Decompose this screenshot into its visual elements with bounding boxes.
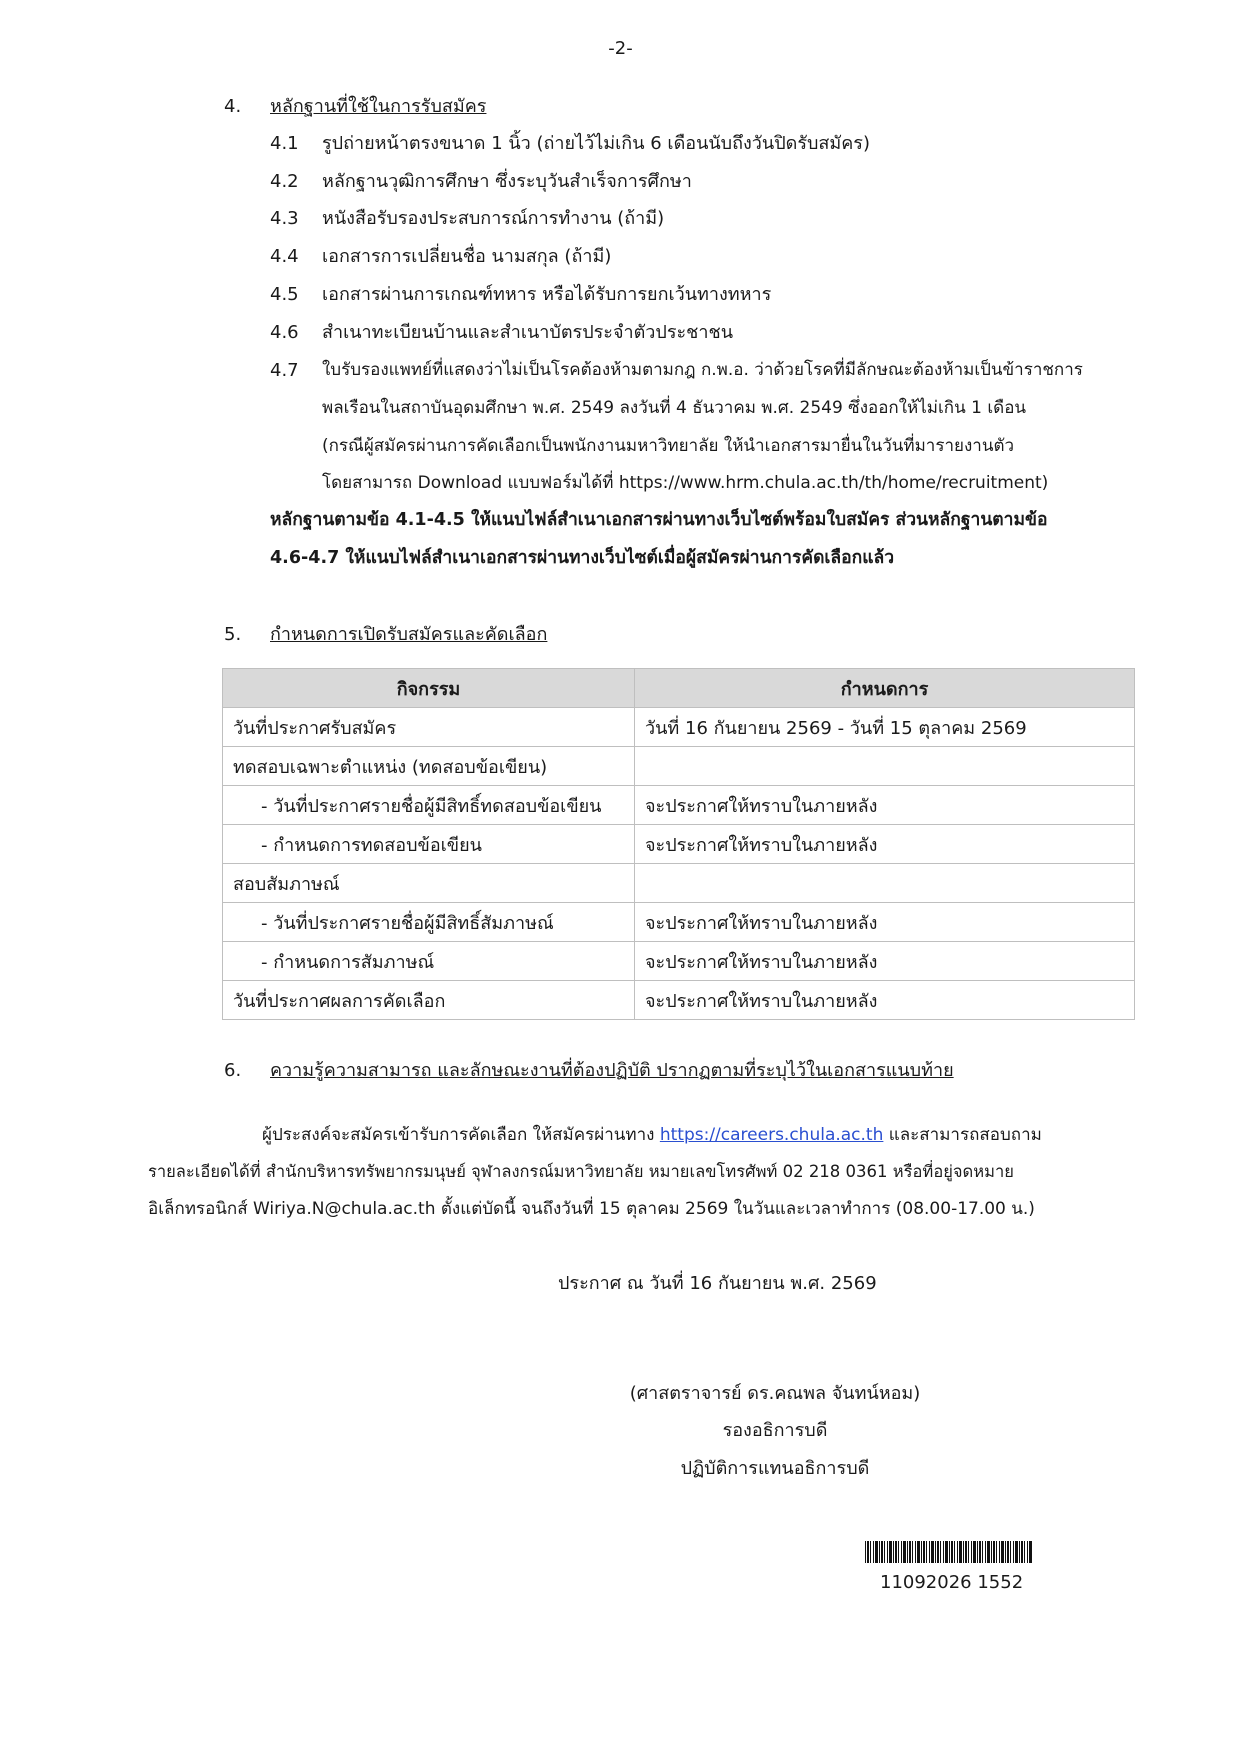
item-number: 4.5	[270, 284, 299, 305]
table-row	[223, 786, 1135, 825]
item-number: 4.2	[270, 171, 299, 192]
table-row	[223, 864, 1135, 903]
activity-cell: วันที่ประกาศรับสมัคร	[223, 708, 635, 747]
table-row	[223, 903, 1135, 942]
contact-paragraph-line	[262, 1125, 1042, 1145]
item-text: สำเนาทะเบียนบ้านและสำเนาบัตรประจำตัวประชาชน	[322, 322, 734, 343]
item-continuation: (กรณีผู้สมัครผ่านการคัดเลือกเป็นพนักงานมหาวิทยาลัย ให้นำเอกสารมายื่นในวันที่มารายงานตัว	[322, 436, 1015, 456]
section4-number: 4.	[224, 96, 242, 117]
activity-cell: - กำหนดการสัมภาษณ์	[223, 942, 635, 981]
barcode-image	[865, 1541, 1033, 1563]
item-number: 4.6	[270, 322, 299, 343]
section4-title: หลักฐานที่ใช้ในการรับสมัคร	[270, 96, 487, 117]
schedule-cell: จะประกาศให้ทราบในภายหลัง	[635, 981, 1135, 1020]
evidence-note: 4.6-4.7 ให้แนบไฟล์สำเนาเอกสารผ่านทางเว็บไซต์เมื่อผู้สมัครผ่านการคัดเลือกแล้ว	[270, 548, 895, 568]
contact-paragraph-line: อิเล็กทรอนิกส์ Wiriya.N@chula.ac.th ตั้งแต่บัดนี้ จนถึงวันที่ 15 ตุลาคม 2569 ในวันและเวลาทำการ (08.00-17.00 น.)	[148, 1199, 1035, 1219]
activity-cell: วันที่ประกาศผลการคัดเลือก	[223, 981, 635, 1020]
schedule-cell: จะประกาศให้ทราบในภายหลัง	[635, 942, 1135, 981]
item-continuation: พลเรือนในสถาบันอุดมศึกษา พ.ศ. 2549 ลงวันที่ 4 ธันวาคม พ.ศ. 2549 ซึ่งออกให้ไม่เกิน 1 เดือน	[322, 398, 1027, 418]
schedule-cell: วันที่ 16 กันยายน 2569 - วันที่ 15 ตุลาคม 2569	[635, 708, 1135, 747]
signatory-name: (ศาสตราจารย์ ดร.คณพล จันทน์หอม)	[629, 1383, 921, 1404]
table-row	[223, 942, 1135, 981]
table-header-row	[223, 669, 1135, 708]
signatory-position: รองอธิการบดี	[722, 1420, 828, 1441]
item-number: 4.4	[270, 246, 299, 267]
activity-cell: ทดสอบเฉพาะตำแหน่ง (ทดสอบข้อเขียน)	[223, 747, 635, 786]
schedule-cell: จะประกาศให้ทราบในภายหลัง	[635, 786, 1135, 825]
table-row	[223, 825, 1135, 864]
activity-cell: - วันที่ประกาศรายชื่อผู้มีสิทธิ์ทดสอบข้อเขียน	[223, 786, 635, 825]
table-row	[223, 708, 1135, 747]
schedule-cell: จะประกาศให้ทราบในภายหลัง	[635, 903, 1135, 942]
item-number: 4.7	[270, 360, 299, 381]
table-row	[223, 981, 1135, 1020]
section5-title: กำหนดการเปิดรับสมัครและคัดเลือก	[270, 624, 548, 645]
column-header: กิจกรรม	[223, 669, 635, 708]
careers-link[interactable]: https://careers.chula.ac.th	[659, 1125, 884, 1145]
contact-paragraph-line: รายละเอียดได้ที่ สำนักบริหารทรัพยากรมนุษย์ จุฬาลงกรณ์มหาวิทยาลัย หมายเลขโทรศัพท์ 02 218 0361 หรือที่อยู่จดหมาย	[148, 1162, 1014, 1181]
schedule-table	[222, 668, 1135, 1020]
item-text: เอกสารการเปลี่ยนชื่อ นามสกุล (ถ้ามี)	[322, 246, 612, 267]
activity-cell: - วันที่ประกาศรายชื่อผู้มีสิทธิ์สัมภาษณ์	[223, 903, 635, 942]
schedule-cell: จะประกาศให้ทราบในภายหลัง	[635, 825, 1135, 864]
item-text: หลักฐานวุฒิการศึกษา ซึ่งระบุวันสำเร็จการศึกษา	[322, 171, 692, 192]
page-number: -2-	[608, 38, 633, 59]
section5-number: 5.	[224, 624, 242, 645]
item-number: 4.1	[270, 133, 299, 154]
item-text: เอกสารผ่านการเกณฑ์ทหาร หรือได้รับการยกเว้นทางทหาร	[322, 284, 772, 305]
announce-date: ประกาศ ณ วันที่ 16 กันยายน พ.ศ. 2569	[558, 1273, 877, 1294]
contact-text: และสามารถสอบถาม	[883, 1125, 1042, 1145]
schedule-cell	[635, 747, 1135, 786]
activity-cell: สอบสัมภาษณ์	[223, 864, 635, 903]
table-row	[223, 747, 1135, 786]
activity-cell: - กำหนดการทดสอบข้อเขียน	[223, 825, 635, 864]
item-text: รูปถ่ายหน้าตรงขนาด 1 นิ้ว (ถ่ายไว้ไม่เกิน 6 เดือนนับถึงวันปิดรับสมัคร)	[322, 133, 870, 154]
contact-text: ผู้ประสงค์จะสมัครเข้ารับการคัดเลือก ให้สมัครผ่านทาง	[262, 1125, 660, 1145]
section6-title: ความรู้ความสามารถ และลักษณะงานที่ต้องปฏิบัติ ปรากฏตามที่ระบุไว้ในเอกสารแนบท้าย	[270, 1060, 954, 1081]
column-header: กำหนดการ	[635, 669, 1135, 708]
item-text: หนังสือรับรองประสบการณ์การทำงาน (ถ้ามี)	[322, 208, 665, 229]
item-continuation: โดยสามารถ Download แบบฟอร์มได้ที่ https://www.hrm.chula.ac.th/th/home/recruitment)	[322, 473, 1049, 493]
schedule-cell	[635, 864, 1135, 903]
signatory-acting: ปฏิบัติการแทนอธิการบดี	[680, 1458, 870, 1479]
item-number: 4.3	[270, 208, 299, 229]
item-text: ใบรับรองแพทย์ที่แสดงว่าไม่เป็นโรคต้องห้ามตามกฎ ก.พ.อ. ว่าด้วยโรคที่มีลักษณะต้องห้ามเป็นข้าราชการ	[322, 360, 1083, 380]
barcode-number: 11092026 1552	[880, 1572, 1024, 1593]
section6-number: 6.	[224, 1060, 242, 1081]
evidence-note: หลักฐานตามข้อ 4.1-4.5 ให้แนบไฟล์สำเนาเอกสารผ่านทางเว็บไซต์พร้อมใบสมัคร ส่วนหลักฐานตามข้อ	[270, 510, 1048, 530]
